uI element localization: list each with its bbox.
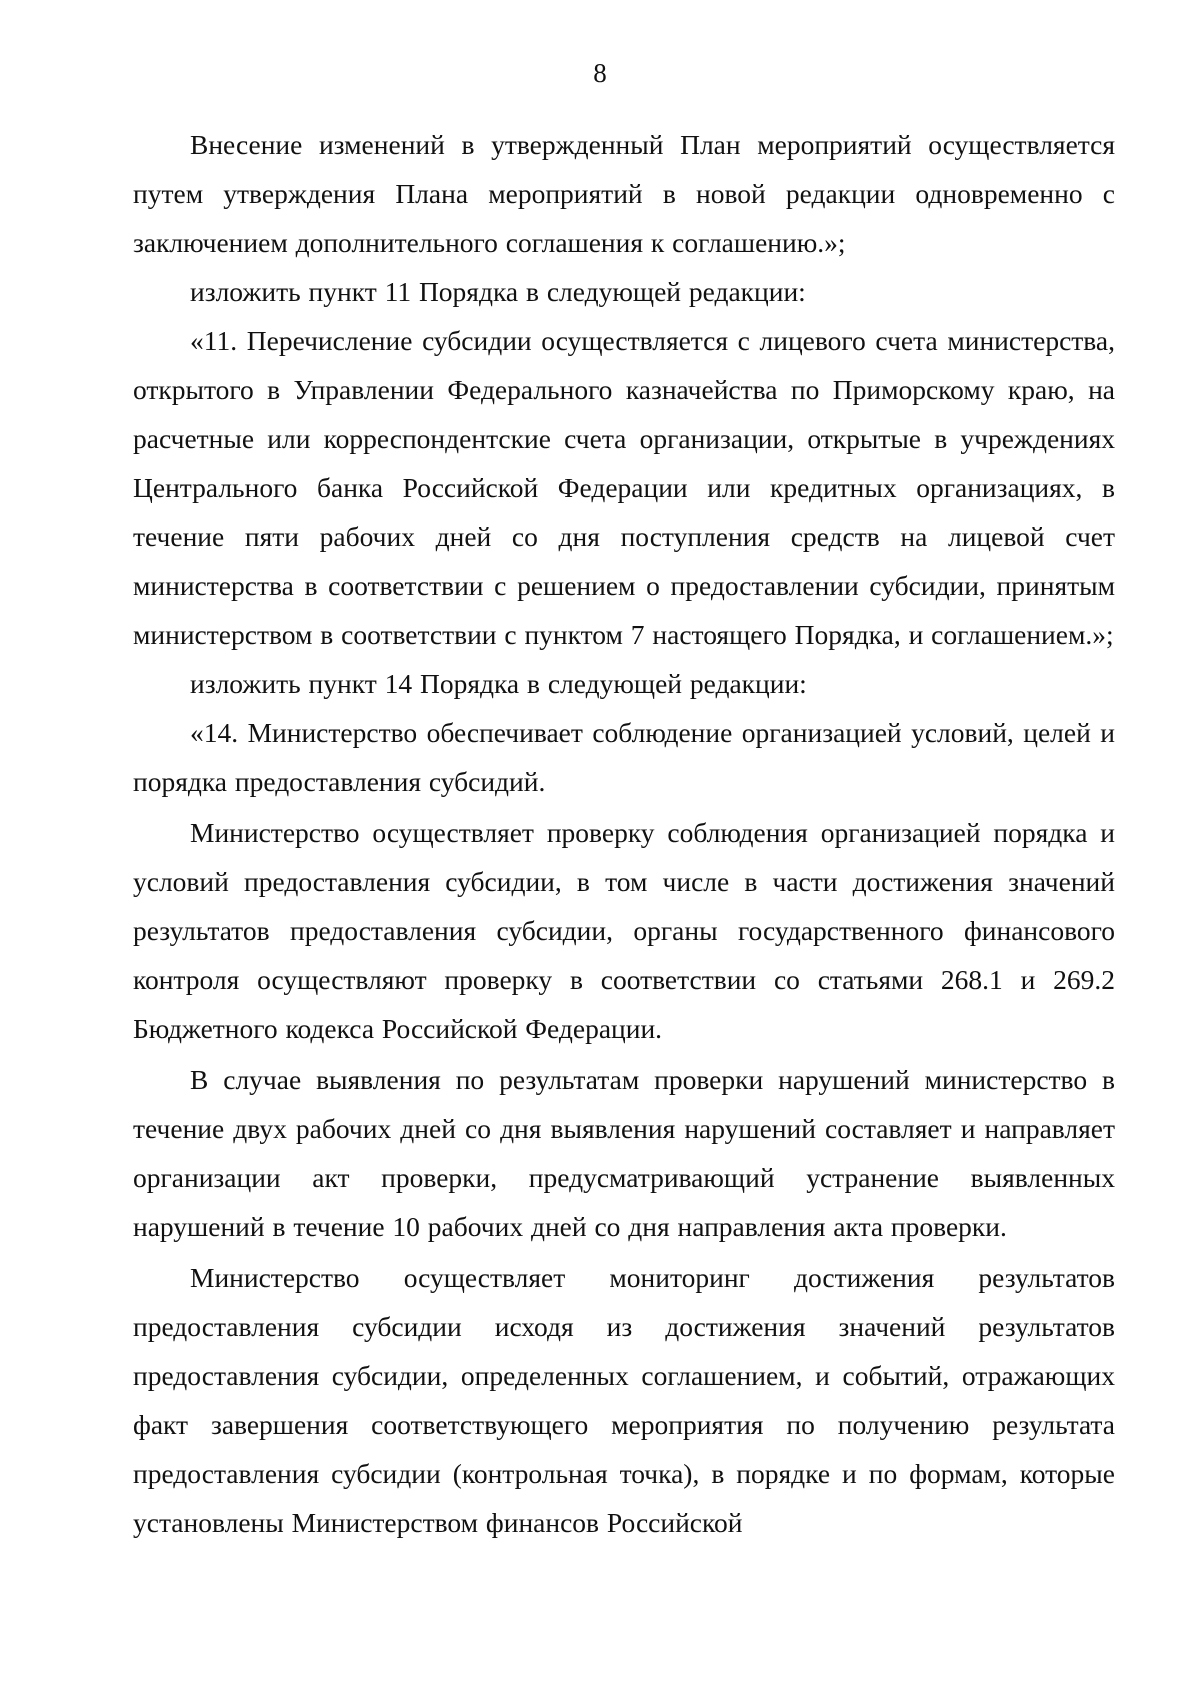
paragraph-amend-point-14: изложить пункт 14 Порядка в следующей редакции: [190,668,807,699]
paragraph-plan-amendment: Внесение изменений в утвержденный План мероприятий осуществляется путем утверждения Плана мероприятий в новой редакции одновременно с заключением дополнительного соглашения к соглашению.»; [133,129,1115,258]
paragraph-amend-point-11: изложить пункт 11 Порядка в следующей редакции: [190,276,806,307]
paragraph-violations: В случае выявления по результатам проверки нарушений министерство в течение двух рабочих дней со дня выявления нарушений составляет и направляет организации акт проверки, предусматривающий устранение выявленных нарушений в течение 10 рабочих дней со дня направления акта проверки. [133,1064,1115,1242]
paragraph-point-11: «11. Перечисление субсидии осуществляется с лицевого счета министерства, открытого в Управлении Федерального казначейства по Приморскому краю, на расчетные или корреспондентские счета организации, открытые в учреждениях Центрального банка Российской Федерации или кредитных организациях, в течение пяти рабочих дней со дня поступления средств на лицевой счет министерства в соответствии с решением о предоставлении субсидии, принятым министерством в соответствии с пунктом 7 настоящего Порядка, и соглашением.»; [133,325,1115,650]
document-body [133,120,1115,1547]
page-number: 8 [593,58,607,88]
paragraph-monitoring: Министерство осуществляет мониторинг достижения результатов предоставления субсидии исходя из достижения значений результатов предоставления субсидии, определенных соглашением, и событий, отражающих факт завершения соответствующего мероприятия по получению результата предоставления субсидии (контрольная точка), в порядке и по формам, которые установлены Министерством финансов Российской [133,1262,1115,1538]
paragraph-point-14: «14. Министерство обеспечивает соблюдение организацией условий, целей и порядка предоставления субсидий. [133,717,1115,797]
paragraph-ministry-verification: Министерство осуществляет проверку соблюдения организацией порядка и условий предоставления субсидии, в том числе в части достижения значений результатов предоставления субсидии, органы государственного финансового контроля осуществляют проверку в соответствии со статьями 268.1 и 269.2 Бюджетного кодекса Российской Федерации. [133,817,1115,1044]
